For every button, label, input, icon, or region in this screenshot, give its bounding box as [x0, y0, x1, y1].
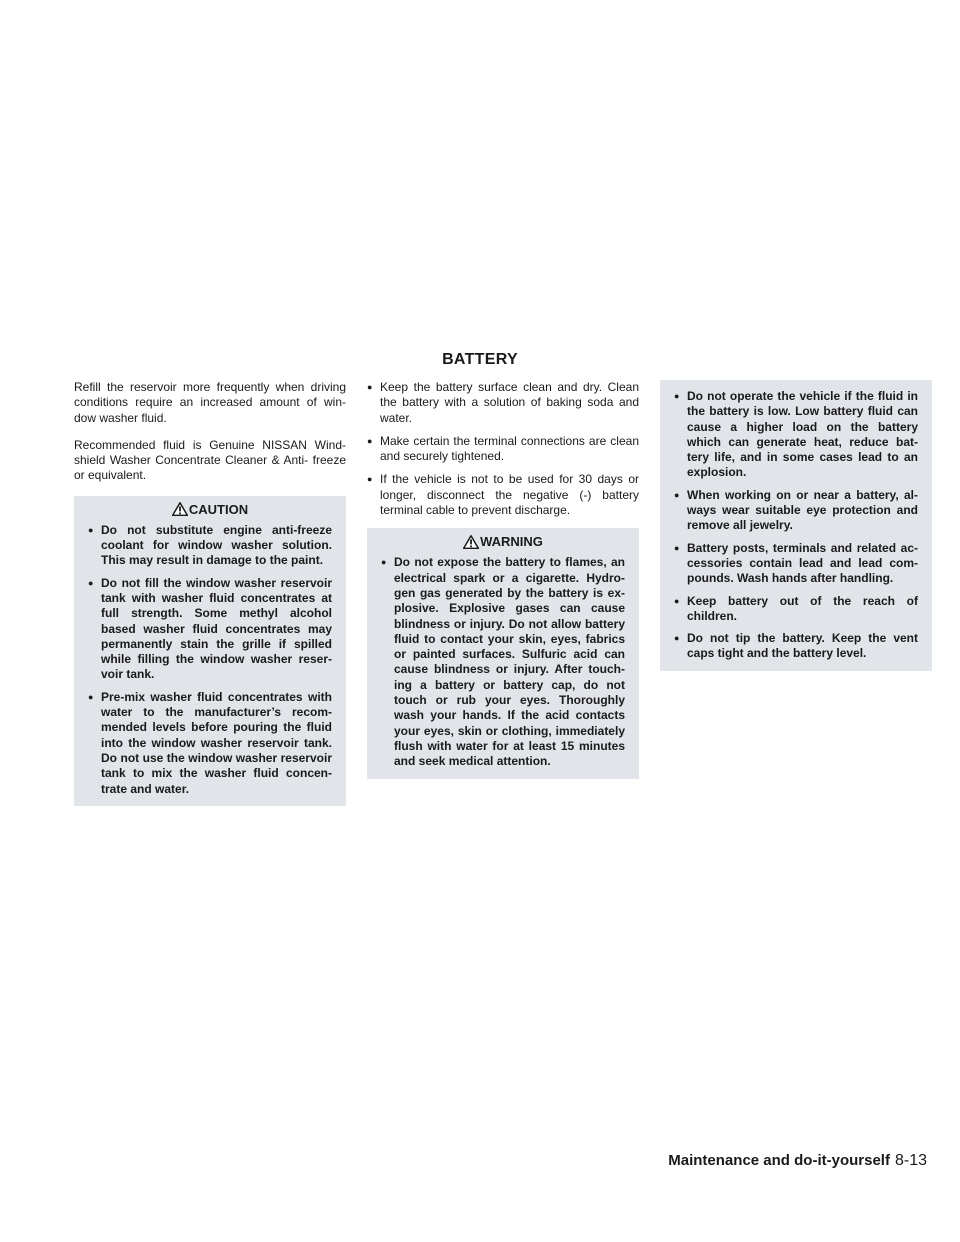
warning-label: WARNING	[480, 534, 543, 550]
caution-box	[74, 496, 346, 806]
section-title: BATTERY	[442, 351, 518, 368]
footer-chapter-title: Maintenance and do-it-yourself	[668, 1152, 890, 1169]
bullet-item: ● Make certain the terminal connections are clean and securely tightened.	[367, 434, 639, 465]
column-middle	[367, 380, 639, 779]
warning-item: ● Battery posts, terminals and related ac- cessories contain lead and lead com- pounds. Wash hands after handling.	[674, 541, 918, 587]
caution-heading	[74, 496, 346, 523]
column-right	[660, 380, 932, 671]
body-paragraph: Refill the reservoir more frequently when driving conditions require an increased amount of win- dow washer fluid.	[74, 380, 346, 425]
caution-label: CAUTION	[188, 501, 249, 517]
bullet-item: ● Keep the battery surface clean and dry. Clean the battery with a solution of baking soda and water.	[367, 380, 639, 426]
warning-triangle-icon	[172, 502, 188, 516]
warning-box	[367, 528, 639, 778]
column-left	[74, 380, 346, 806]
battery-care-list	[367, 380, 639, 518]
warning-continued-box	[660, 380, 932, 671]
caution-item: ● Do not fill the window washer reservoir tank with washer fluid concentrates at full strength. Some methyl alcohol based washer fluid concentrates may permanently stain the grille if spilled while filling the window washer reser- voir tank.	[88, 576, 332, 683]
caution-item: ● Do not substitute engine anti-freeze coolant for window washer solution. This may result in damage to the paint.	[88, 523, 332, 569]
warning-list	[367, 555, 639, 769]
warning-item: ● Keep battery out of the reach of children.	[674, 594, 918, 625]
warning-heading	[367, 528, 639, 555]
caution-item: ● Pre-mix washer fluid concentrates with water to the manufacturer’s recom- mended levels before pouring the fluid into the window washer reservoir tank. Do not use the window washer reservoir tank to mix the washer fluid concen- trate and water.	[88, 690, 332, 797]
warning-item: ● When working on or near a battery, al- ways wear suitable eye protection and remove all jewelry.	[674, 488, 918, 534]
body-paragraph: Recommended fluid is Genuine NISSAN Wind- shield Washer Concentrate Cleaner & Anti- freeze or equivalent.	[74, 437, 346, 483]
caution-list	[74, 523, 346, 797]
warning-continued-list	[660, 389, 932, 662]
warning-triangle-icon	[463, 535, 479, 549]
warning-item: ● Do not operate the vehicle if the fluid in the battery is low. Low battery fluid can cause a higher load on the battery which can generate heat, reduce bat- tery life, and in some cases lead to an explosion.	[674, 389, 918, 481]
warning-item: ● Do not expose the battery to flames, an electrical spark or a cigarette. Hydro- gen gas generated by the battery is ex- plosive. Explosive gases can cause blindness or injury. Do not allow battery fluid to contact your skin, eyes, fabrics or painted surfaces. Sulfuric acid can cause blindness or injury. After touch- ing a battery or battery cap, do not touch or rub your eyes. Thoroughly wash your hands. If the acid contacts your eyes, skin or clothing, immediately flush with water for at least 15 minutes and seek medical attention.	[381, 555, 625, 769]
warning-item: ● Do not tip the battery. Keep the vent caps tight and the battery level.	[674, 631, 918, 662]
page-number: 8-13	[894, 1152, 927, 1169]
bullet-item: ● If the vehicle is not to be used for 30 days or longer, disconnect the negative (-) battery terminal cable to prevent discharge.	[367, 472, 639, 518]
page-footer	[668, 1152, 927, 1170]
